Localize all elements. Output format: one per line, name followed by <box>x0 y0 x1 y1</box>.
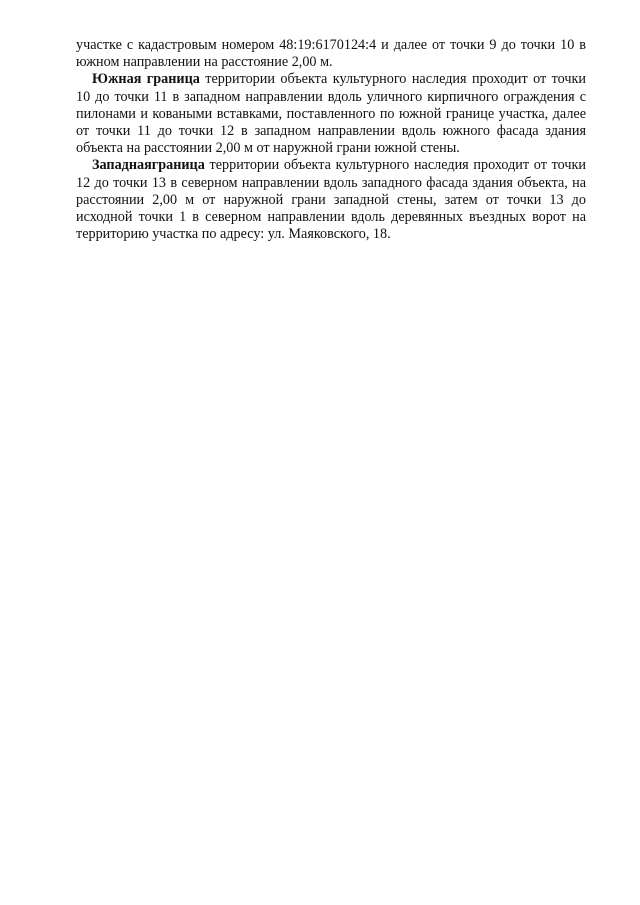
south-boundary-heading: Южная граница <box>92 71 200 88</box>
west-boundary-text: территории объекта культурного наследия проходит от точки 12 до точки 13 в северном направлении вдоль западного фасада здания объекта, на расстоянии 2,00 м от наружной грани западной стены, затем от точки 13 до исходной точки 1 в северном направлении вдоль деревянных въездных ворот на территорию участка по адресу: ул. Маяковского, 18. <box>76 157 586 243</box>
paragraph-continuation: участке с кадастровым номером 48:19:6170124:4 и далее от точки 9 до точки 10 в южном направлении на расстояние 2,00 м. <box>76 37 586 71</box>
document-body <box>76 37 586 243</box>
south-boundary-text: территории объекта культурного наследия проходит от точки 10 до точки 11 в западном направлении вдоль уличного кирпичного ограждения с пилонами и коваными вставками, поставленного по южной границе участка, далее от точки 11 до точки 12 в западном направлении вдоль южного фасада здания объекта на расстоянии 2,00 м от наружной грани южной стены. <box>76 71 586 157</box>
paragraph-west-boundary <box>76 157 586 243</box>
paragraph-south-boundary <box>76 71 586 157</box>
west-boundary-heading: Западнаяграница <box>92 157 205 174</box>
